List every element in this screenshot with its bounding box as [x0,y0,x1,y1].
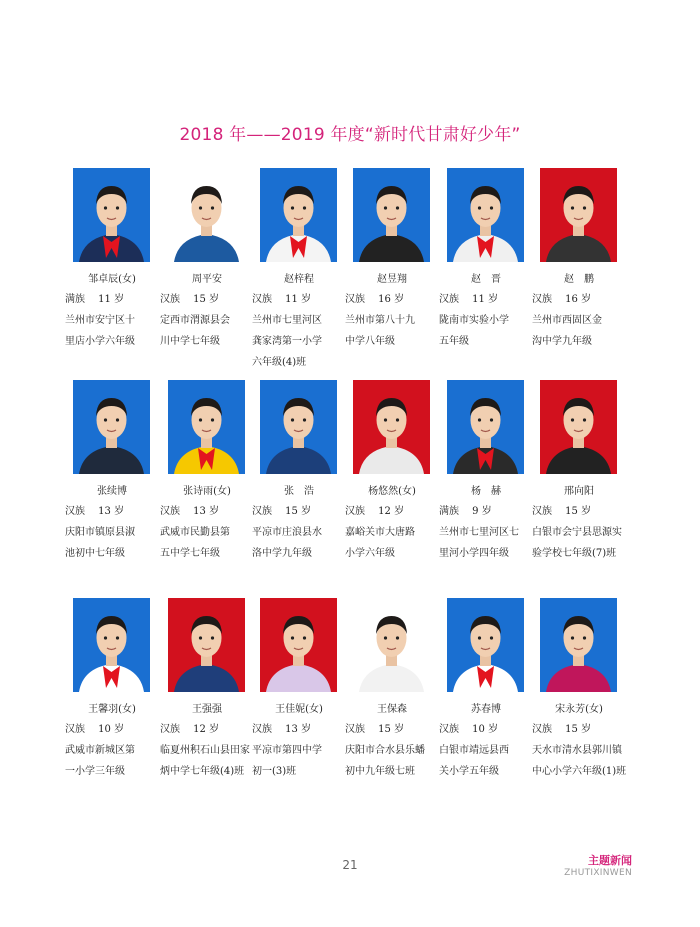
honoree-school: 白银市会宁县思源实 [532,527,622,538]
honoree-school: 兰州市七里河区七 [439,527,519,538]
honoree-name: 张 浩 [284,486,314,497]
honoree-ethnicity-age: 满族 11 岁 [65,294,125,305]
honoree-school: 里店小学六年级 [65,336,135,347]
page-title: 2018 年——2019 年度“新时代甘肃好少年” [179,125,521,145]
portrait-photo [540,168,617,262]
honoree-school: 兰州市西固区金 [532,315,602,326]
honoree-name: 王强强 [192,704,222,715]
honoree-school: 小学六年级 [345,548,395,559]
honoree-school: 验学校七年级(7)班 [532,548,617,559]
honoree-ethnicity-age: 汉族 16 岁 [532,294,592,305]
honoree-school: 一小学三年级 [65,766,125,777]
honoree-name: 杨 赫 [471,486,501,497]
honoree-name: 张续博 [97,486,127,497]
honoree-school: 平凉市庄浪县水 [252,527,322,538]
portrait-photo [168,380,245,474]
brand-logo [564,852,632,878]
honoree-ethnicity-age: 汉族 13 岁 [65,506,125,517]
brand-name: 主题新闻 [588,854,632,867]
honoree-name: 宋永芳(女) [555,704,603,715]
honoree-ethnicity-age: 汉族 11 岁 [252,294,312,305]
honoree-school: 六年级(4)班 [252,357,307,368]
honoree-school: 嘉峪关市大唐路 [345,527,415,538]
honoree-ethnicity-age: 汉族 15 岁 [345,724,405,735]
portrait-photo [73,380,150,474]
honoree-ethnicity-age: 汉族 11 岁 [439,294,499,305]
honoree-school: 中学八年级 [345,336,395,347]
honoree-ethnicity-age: 汉族 15 岁 [252,506,312,517]
honoree-school: 兰州市安宁区十 [65,315,135,326]
honoree-name: 苏春博 [471,704,501,715]
honoree-school: 沟中学九年级 [532,336,592,347]
honoree-school: 关小学五年级 [439,766,499,777]
honoree-school: 平凉市第四中学 [252,745,322,756]
honoree-school: 五中学七年级 [160,548,220,559]
honoree-ethnicity-age: 汉族 15 岁 [160,294,220,305]
portrait-photo [168,168,245,262]
portrait-photo [353,380,430,474]
honoree-school: 洛中学九年级 [252,548,312,559]
honoree-school: 临夏州积石山县田家 [160,745,250,756]
honoree-school: 五年级 [439,336,469,347]
honoree-name: 邹卓辰(女) [88,274,136,285]
portrait-photo [540,380,617,474]
honoree-ethnicity-age: 汉族 16 岁 [345,294,405,305]
honoree-name: 赵 晋 [471,274,501,285]
honoree-school: 初中九年级七班 [345,766,415,777]
honoree-name: 周平安 [192,274,222,285]
page-number: 21 [342,858,358,872]
brand-name-en: ZHUTIXINWEN [564,868,632,878]
honoree-school: 里河小学四年级 [439,548,509,559]
portrait-photo [260,598,337,692]
honoree-ethnicity-age: 汉族 10 岁 [439,724,499,735]
honoree-school: 兰州市第八十九 [345,315,415,326]
honoree-ethnicity-age: 汉族 12 岁 [345,506,405,517]
honoree-ethnicity-age: 汉族 12 岁 [160,724,220,735]
honoree-school: 龚家湾第一小学 [252,336,322,347]
honoree-school: 庆阳市镇原县淑 [65,527,135,538]
portrait-photo [73,168,150,262]
honoree-school: 武威市新城区第 [65,745,135,756]
portrait-photo [540,598,617,692]
honoree-name: 赵梓程 [284,274,314,285]
honoree-name: 王馨羽(女) [88,704,136,715]
honoree-name: 张诗雨(女) [183,486,231,497]
honoree-school: 川中学七年级 [160,336,220,347]
honoree-school: 庆阳市合水县乐蟠 [345,745,425,756]
honoree-school: 中心小学六年级(1)班 [532,766,627,777]
honoree-school: 定西市渭源县会 [160,315,230,326]
portrait-photo [168,598,245,692]
honoree-name: 赵昱翔 [377,274,407,285]
honoree-ethnicity-age: 汉族 10 岁 [65,724,125,735]
portrait-photo [447,168,524,262]
honoree-school: 陇南市实验小学 [439,315,509,326]
honoree-ethnicity-age: 汉族 13 岁 [160,506,220,517]
portrait-photo [447,380,524,474]
honoree-name: 王保森 [377,704,407,715]
honoree-school: 炳中学七年级(4)班 [160,766,245,777]
honoree-school: 武威市民勤县第 [160,527,230,538]
portrait-photo [447,598,524,692]
honoree-name: 赵 鹏 [564,274,594,285]
portrait-photo [260,168,337,262]
honoree-name: 邢向阳 [564,486,594,497]
honoree-ethnicity-age: 汉族 13 岁 [252,724,312,735]
honoree-name: 杨悠然(女) [368,486,416,497]
honoree-ethnicity-age: 汉族 15 岁 [532,724,592,735]
honoree-school: 初一(3)班 [252,766,297,777]
honoree-ethnicity-age: 汉族 15 岁 [532,506,592,517]
portrait-photo [353,168,430,262]
honoree-school: 白银市靖远县西 [439,745,509,756]
portrait-photo [73,598,150,692]
portrait-photo [353,598,430,692]
honoree-school: 天水市清水县郭川镇 [532,745,622,756]
honoree-name: 王佳妮(女) [275,704,323,715]
portrait-photo [260,380,337,474]
honoree-school: 兰州市七里河区 [252,315,322,326]
honoree-ethnicity-age: 满族 9 岁 [439,506,492,517]
honoree-school: 池初中七年级 [65,548,125,559]
